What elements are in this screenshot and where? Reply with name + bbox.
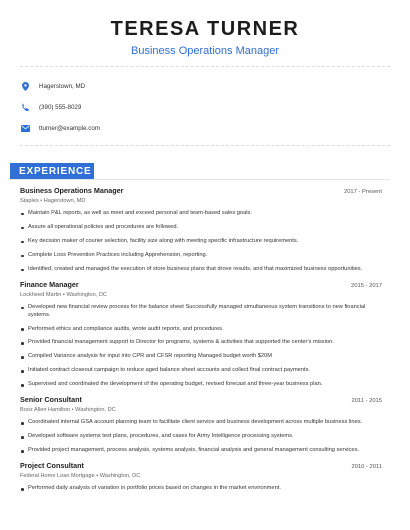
experience-list: [20, 186, 382, 499]
candidate-role: Business Operations Manager: [131, 45, 279, 57]
list-item: Assure all operational policies and procedures are followed.: [20, 224, 382, 232]
job-bullets: [20, 210, 382, 274]
list-item: Supervised and coordinated the development of the operating budget, revised forecast and three-year business plan.: [20, 381, 382, 389]
job-location: Hagerstown, MD: [43, 198, 86, 204]
job-company: Lockheed Martin: [20, 291, 62, 298]
section-heading-experience: EXPERIENCE: [10, 163, 94, 180]
job-location: Washington, DC: [99, 473, 141, 480]
list-item: Developed software systems test plans, procedures, and cases for Army Intelligence processing systems.: [20, 433, 382, 441]
contact-email: [20, 122, 100, 134]
job-dates: 2017 - Present: [343, 189, 382, 195]
list-item: Complete Loss Prevention Practices including Apprehension, reporting.: [20, 252, 382, 260]
list-item: Provided project management, process analysis, systems analysis, financial analysis and general management consulting services.: [20, 447, 382, 455]
job-company: Federal Home Loan Mortgage: [20, 473, 95, 480]
list-item: Initiated contract closeout campaign to reduce aged balance sheet accounts and collect final contract payments.: [20, 367, 382, 375]
section-rule: [10, 179, 390, 180]
list-item: Performed ethics and compliance audits, wrote audit reports, and procedures.: [20, 326, 382, 334]
job-company: Staples: [20, 198, 39, 204]
contact-list: [20, 80, 100, 143]
job-bullets: [20, 485, 382, 493]
job-company: Booz Allen Hamilton: [20, 407, 71, 414]
email-icon: [20, 123, 30, 133]
job-dates: 2015 - 2017: [351, 282, 382, 289]
contact-location: [20, 80, 100, 92]
job-title: Senior Consultant: [20, 395, 82, 405]
list-item: Developed new financial review process for the balance sheet Successfully managed simultaneous system transitions to new financial systems.: [20, 304, 382, 319]
job-company-line: Federal Home Loan Mortgage • Washington, DC: [20, 473, 141, 480]
contact-phone-text: (390) 555-8029: [39, 103, 82, 111]
job-entry: [20, 395, 382, 455]
list-item: Key decision maker of courier selection, facility size along with meeting specific infrastructure requirements.: [20, 238, 382, 246]
divider: [20, 66, 390, 67]
divider: [20, 145, 390, 146]
job-title: Finance Manager: [20, 279, 79, 289]
list-item: Identified, created and managed the execution of store business plans that drove results, and that maximized business opportunities.: [20, 266, 382, 274]
job-title: Project Consultant: [20, 461, 84, 471]
list-item: Performed daily analysis of variation in portfolio prices based on changes in the market environment.: [20, 485, 382, 493]
contact-location-text: Hagerstown, MD: [39, 82, 86, 90]
job-company-line: Lockheed Martin • Washington, DC: [20, 291, 107, 298]
location-pin-icon: [20, 81, 30, 91]
job-dates: 2010 - 2011: [351, 464, 382, 471]
job-location: Washington, DC: [66, 291, 107, 298]
job-bullets: [20, 419, 382, 455]
job-title: Business Operations Manager: [20, 186, 124, 195]
list-item: Maintain P&L reports, as well as meet and exceed personal and team-based sales goals.: [20, 210, 382, 218]
job-bullets: [20, 304, 382, 389]
job-entry: [20, 280, 382, 389]
job-entry: [20, 186, 382, 274]
list-item: Coordinated internal GSA account planning team to facilitate client service and business development across multiple business lines.: [20, 419, 382, 427]
phone-icon: [20, 102, 30, 112]
list-item: Compiled Variance analysis for input into CPR and CFSR reporting Managed budget worth $20M: [20, 353, 382, 361]
candidate-name: TERESA TURNER: [110, 18, 300, 40]
contact-phone: [20, 101, 100, 113]
job-entry: [20, 461, 382, 493]
contact-email-text: tturner@example.com: [39, 124, 100, 132]
job-dates: 2011 - 2015: [351, 398, 382, 405]
job-location: Washington, DC: [75, 407, 116, 414]
job-company-line: Booz Allen Hamilton • Washington, DC: [20, 407, 116, 414]
job-company-line: Staples • Hagerstown, MD: [20, 198, 86, 204]
resume-header: [0, 17, 410, 58]
list-item: Provided financial management support to Director for programs, systems & activities that supported the center's mission.: [20, 339, 382, 347]
